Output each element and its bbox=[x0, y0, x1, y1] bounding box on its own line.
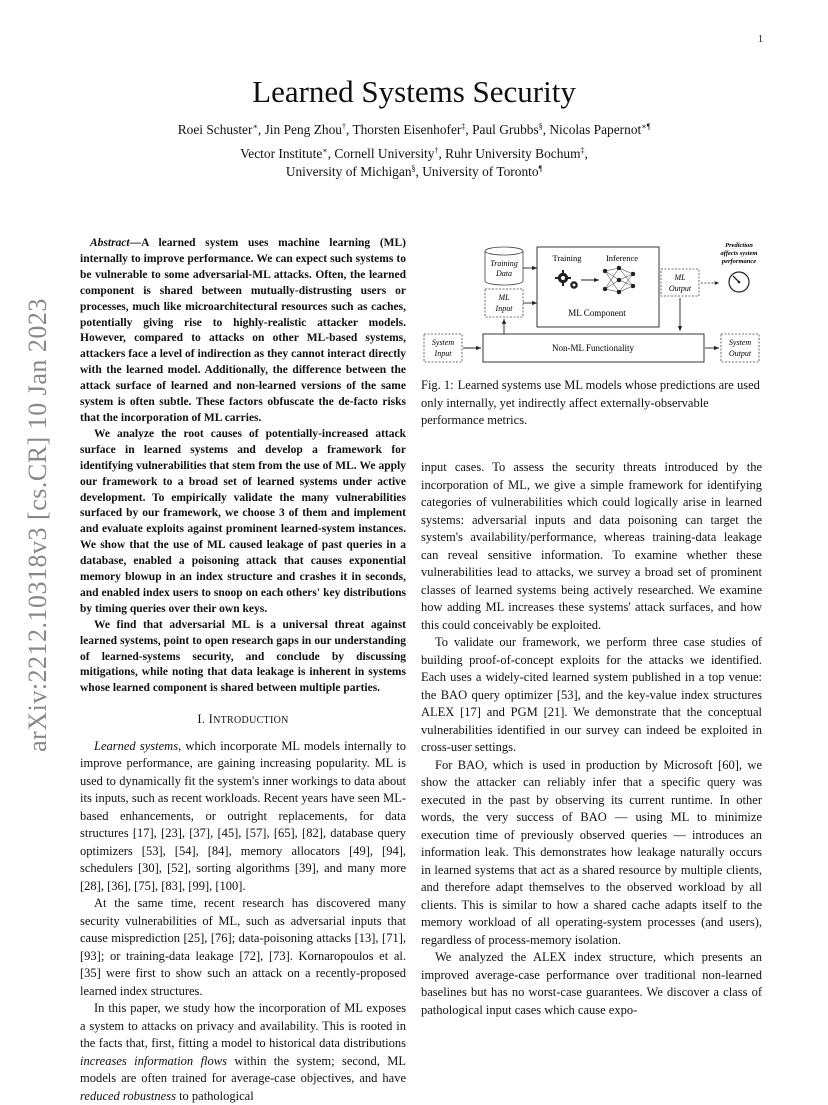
body-text: within the system; second, ML models are often trained for average-case objectives, and have bbox=[80, 1053, 406, 1086]
affiliation-line: University of Michigan§, University of Toronto¶ bbox=[285, 164, 543, 179]
system-output-label: System bbox=[728, 338, 752, 347]
system-input-label: Input bbox=[434, 349, 452, 358]
abstract-text: —A learned system uses machine learning (ML) internally to improve performance. We can expect such systems to be vulnerable to some adversarial-ML attacks. Often, the learned component is shared between mutually-distrusting users or processes, much like microarchitectural resources such as caches, potentially giving rise to highly-realistic attacker models. However, compared to attacks on other ML-based systems, attackers face a level of indirection as they cannot interact directly with the learned model. Additionally, the difference between the attack surface of learned and non-learned versions of the same system is often subtle. These factors obfuscate the de-facto risks that the incorporation of ML carries. bbox=[80, 237, 406, 424]
affiliation-line: Vector Institute∗, Cornell University†, Ruhr University Bochum‡, bbox=[240, 146, 588, 161]
body-paragraph bbox=[80, 738, 406, 896]
body-text: to pathological bbox=[175, 1088, 254, 1103]
ml-input-label: Input bbox=[495, 304, 513, 313]
body-text: , which incorporate ML models internally to improve performance, are gaining increasing popularity. ML is used to dynamically fit the system's inner workings to data about its inputs, such as recent workloads. Recent years have seen ML-based enhancements, or outright replacements, for data structures [17], [23], [37], [45], [57], [65], [82], database query optimizers [53], [54], [84], memory allocators [49], [94], schedulers [30], [52], sorting algorithms [39], and many more [28], [36], [75], [83], [99], [100]. bbox=[80, 738, 406, 893]
affiliation-name: Ruhr University Bochum bbox=[445, 146, 581, 161]
non-ml-label: Non-ML Functionality bbox=[552, 343, 634, 353]
body-paragraph: input cases. To assess the security threats introduced by the incorporation of ML, we give a simple framework for identifying categories of vulnerabilities which could logically arise in learned systems: adversarial inputs and data poisoning can target the system's availability/performance, whereas training-data leakage can reveal sensitive information. To examine whether these vulnerabilities lead to attacks, we survey a broad set of prominent classes of learned systems being actively researched. We examine how adding ML increases these systems' attack surfaces, and how this could conceivably be exploited. bbox=[421, 460, 762, 632]
prediction-note: performance bbox=[721, 258, 757, 265]
author-mark: ∗¶ bbox=[641, 122, 651, 131]
left-column bbox=[80, 236, 406, 1105]
ml-output-label: Output bbox=[668, 284, 692, 293]
affiliation-mark: ¶ bbox=[538, 164, 543, 173]
emphasis: Learned systems bbox=[94, 738, 179, 753]
body-paragraph: To validate our framework, we perform three case studies of building proof-of-concept exploits for the attacks we identified. Each uses a widely-cited learned system published in a top venue: the BAO query optimizer [53], and the key-value index structures ALEX [17] and PGM [21]. We demonstrate that the conceptual vulnerabilities identified in our survey can indeed be exploited in cross-user settings. bbox=[421, 635, 762, 754]
body-paragraph: For BAO, which is used in production by Microsoft [60], we show the attacker can reliably infer that a specific query was executed in the past by observing its current runtime. In other words, the very success of BAO — using ML to minimize execution time of previously observed queries — introduces an information leak. This demonstrates how leakage naturally occurs in learned systems that act as a shared resource by multiple clients, and therefore adapt themselves to the observed workload by all clients. This is similar to how a shared cache adapts itself to the memory workload of all operating-system processes (and users), regardless of process-memory isolation. bbox=[421, 757, 762, 947]
arxiv-stamp-text: arXiv:2212.10318v3 [cs.CR] 10 Jan 2023 bbox=[23, 298, 52, 752]
affiliation-name: University of Michigan bbox=[285, 164, 412, 179]
ml-output-label: ML bbox=[674, 273, 686, 282]
abstract-paragraph: We find that adversarial ML is a universal threat against learned systems, point to open research gaps in our understanding of learned-systems security, and conclude by discussing mitigations, while noting that data leakage is inherent in systems whose learned component is shared between multiple parties. bbox=[80, 618, 406, 695]
abstract-label: Abstract bbox=[90, 237, 130, 249]
right-column bbox=[421, 459, 762, 1019]
page-number: 1 bbox=[758, 34, 763, 45]
prediction-note: Prediction bbox=[725, 242, 753, 249]
figure-label: Fig. 1: bbox=[421, 378, 454, 392]
affiliation-mark: ∗ bbox=[322, 146, 328, 155]
emphasis: reduced robustness bbox=[80, 1088, 176, 1103]
author-mark: ∗ bbox=[252, 122, 258, 131]
gauge-icon bbox=[729, 272, 749, 292]
arxiv-stamp bbox=[10, 290, 66, 760]
figure-1 bbox=[421, 238, 762, 378]
affiliation-mark: § bbox=[411, 164, 416, 173]
abstract bbox=[80, 236, 406, 697]
system-input-label: System bbox=[431, 338, 455, 347]
ml-input-label: ML bbox=[498, 293, 510, 302]
inference-label: Inference bbox=[605, 253, 639, 263]
body-paragraph: At the same time, recent research has discovered many security vulnerabilities of ML, such as adversarial inputs that cause misprediction [25], [76]; data-poisoning attacks [13], [71], [93]; or training-data leakage [72], [73]. Kornaropoulos et al. [35] were first to show such an attack on a recently-proposed learned index structures. bbox=[80, 896, 406, 998]
training-data-label: Data bbox=[496, 269, 512, 278]
body-paragraph: We analyzed the ALEX index structure, which presents an improved average-case performance over traditional non-learned baselines but has no worst-case guarantees. We discover a class of pathological input cases which cause expo- bbox=[421, 950, 762, 1017]
section-title-rest: NTRODUCTION bbox=[213, 715, 289, 727]
section-heading bbox=[80, 711, 406, 730]
training-data-icon bbox=[485, 247, 523, 285]
paper-title: Learned Systems Security bbox=[252, 74, 576, 109]
system-diagram bbox=[421, 238, 762, 378]
body-text: In this paper, we study how the incorporation of ML exposes a system to attacks on privacy and availability. This is rooted in the facts that, first, fitting a model to historical data distributions bbox=[80, 1001, 406, 1051]
ml-component-label: ML Component bbox=[568, 308, 626, 318]
section-number: I. bbox=[197, 712, 206, 727]
training-data-label: Training bbox=[490, 259, 518, 268]
author-name: Thorsten Eisenhofer bbox=[352, 122, 462, 137]
affiliation-name: Cornell University bbox=[334, 146, 435, 161]
abstract-paragraph bbox=[80, 236, 406, 427]
author-name: Nicolas Papernot bbox=[549, 122, 642, 137]
emphasis: increases information flows bbox=[80, 1053, 227, 1068]
system-output-label: Output bbox=[728, 349, 752, 358]
prediction-note: affects system bbox=[720, 250, 758, 257]
section-title bbox=[209, 712, 289, 726]
author-name: Jin Peng Zhou bbox=[264, 122, 342, 137]
caption-text: Learned systems use ML models whose predictions are used only internally, yet indirectly affect externally-observable performance metrics. bbox=[421, 378, 760, 427]
affiliation-mark: † bbox=[434, 146, 439, 155]
affiliation-name: University of Toronto bbox=[422, 164, 539, 179]
body-paragraph bbox=[80, 1000, 406, 1105]
affiliation-name: Vector Institute bbox=[240, 146, 323, 161]
section-title-initial: I bbox=[208, 712, 214, 727]
author-name: Roei Schuster bbox=[177, 122, 253, 137]
affiliation-mark: ‡ bbox=[580, 146, 585, 155]
abstract-paragraph: We analyze the root causes of potentially-increased attack surface in learned systems and develop a framework for identifying vulnerabilities that stem from the use of ML. We apply our framework to a broad set of learned systems under active development. To empirically validate the many vulnerabilities surfaced by our framework, we choose 3 of them and implement and evaluate exploits against prominent learned-system instances. We show that the use of ML caused leakage of past queries in a database, enabled a poisoning attack that causes exponential memory blowup in an index structure and crashes it in seconds, and enabled index users to snoop on each others' key distributions by timing queries over their own keys. bbox=[80, 427, 406, 615]
author-name: Paul Grubbs bbox=[472, 122, 539, 137]
author-mark: ‡ bbox=[461, 122, 466, 131]
figure-caption bbox=[421, 377, 762, 430]
training-label: Training bbox=[552, 253, 582, 263]
author-list: Roei Schuster∗, Jin Peng Zhou†, Thorsten Eisenhofer‡, Paul Grubbs§, Nicolas Papernot∗¶ bbox=[177, 122, 651, 137]
author-mark: § bbox=[538, 122, 543, 131]
author-mark: † bbox=[341, 122, 346, 131]
